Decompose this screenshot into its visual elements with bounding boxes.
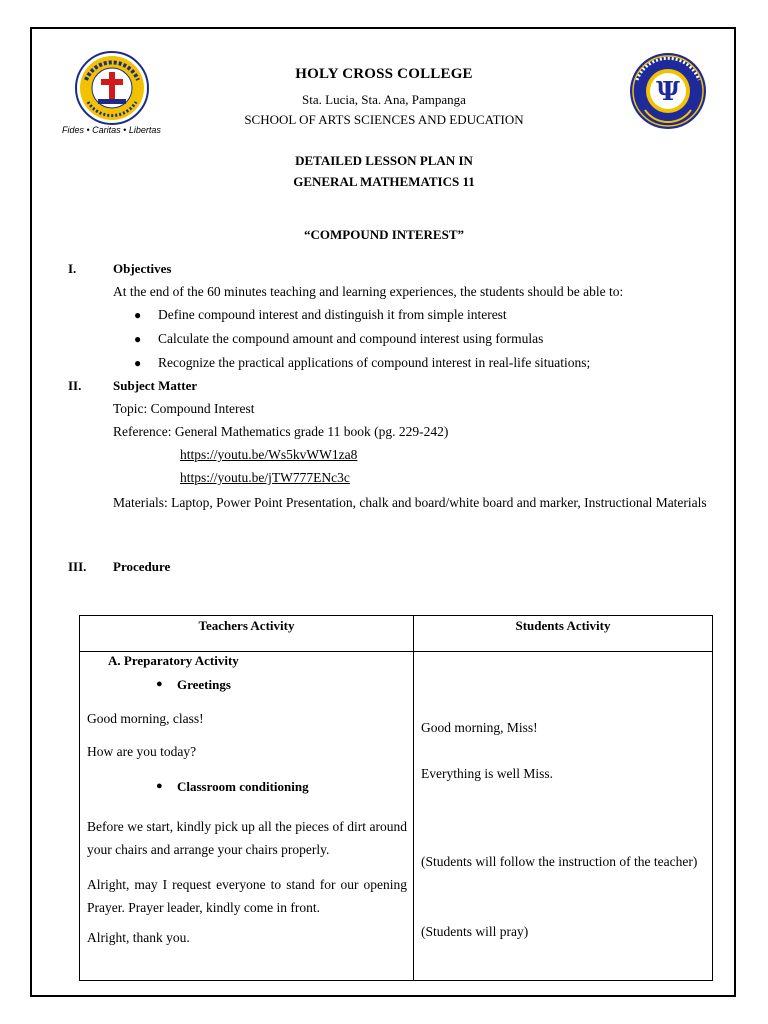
reference-link-2[interactable]: https://youtu.be/jTW777ENc3c [180,470,350,485]
lesson-topic-title: “COMPOUND INTEREST” [304,227,464,242]
bullet-icon: ● [156,780,163,792]
teacher-thanks: Alright, thank you. [87,930,190,945]
reference-link-1[interactable]: https://youtu.be/Ws5kvWW1za8 [180,447,358,462]
bullet-icon: ● [156,678,163,690]
section-number-subject-matter: II. [68,378,82,393]
student-activity-cell [414,652,713,981]
column-header-teachers: Teachers Activity [80,616,414,652]
student-reply-pray: (Students will pray) [421,924,529,939]
greetings-heading: Greetings [177,677,231,692]
college-name: HOLY CROSS COLLEGE [295,66,473,82]
objectives-intro: At the end of the 60 minutes teaching and learning experiences, the students should be able to: [113,284,624,299]
section-number-objectives: I. [68,261,77,276]
bullet-icon: ● [134,356,142,370]
teacher-activity-cell [80,652,414,981]
school-name: SCHOOL OF ARTS SCIENCES AND EDUCATION [244,112,524,127]
student-reply-wellbeing: Everything is well Miss. [421,766,553,781]
procedure-table [79,615,713,981]
section-heading-procedure: Procedure [113,559,171,574]
list-item: Define compound interest and distinguish it from simple interest [158,307,507,322]
subject-topic: Topic: Compound Interest [113,401,255,416]
section-number-procedure: III. [68,559,87,574]
section-heading-objectives: Objectives [113,261,172,276]
student-reply-follow: (Students will follow the instruction of the teacher) [421,854,698,869]
teacher-instruction-prayer: Alright, may I request everyone to stand for our opening Prayer. Prayer leader, kindly come in front. [87,877,407,915]
bullet-icon: ● [134,332,142,346]
section-heading-subject-matter: Subject Matter [113,378,198,393]
college-address: Sta. Lucia, Sta. Ana, Pampanga [302,92,466,107]
teacher-question: How are you today? [87,744,197,759]
college-motto: Fides • Caritas • Libertas [62,125,161,135]
doc-title-line1: DETAILED LESSON PLAN IN [295,153,473,168]
doc-title-line2: GENERAL MATHEMATICS 11 [293,174,475,189]
teacher-instruction-cleanup: Before we start, kindly pick up all the pieces of dirt around your chairs and arrange your chairs properly. [87,819,407,857]
svg-text:Ψ: Ψ [656,77,680,107]
student-reply-greeting: Good morning, Miss! [421,720,538,735]
teacher-greeting: Good morning, class! [87,711,204,726]
preparatory-activity-heading: A. Preparatory Activity [108,653,239,668]
list-item: Recognize the practical applications of compound interest in real-life situations; [158,355,591,370]
list-item: Calculate the compound amount and compound interest using formulas [158,331,544,346]
bullet-icon: ● [134,308,142,322]
column-header-students: Students Activity [414,616,713,652]
classroom-conditioning-heading: Classroom conditioning [177,779,309,794]
subject-materials: Materials: Laptop, Power Point Presentation, chalk and board/white board and marker, Instructional Materials [113,495,707,510]
subject-reference: Reference: General Mathematics grade 11 book (pg. 229-242) [113,424,449,439]
